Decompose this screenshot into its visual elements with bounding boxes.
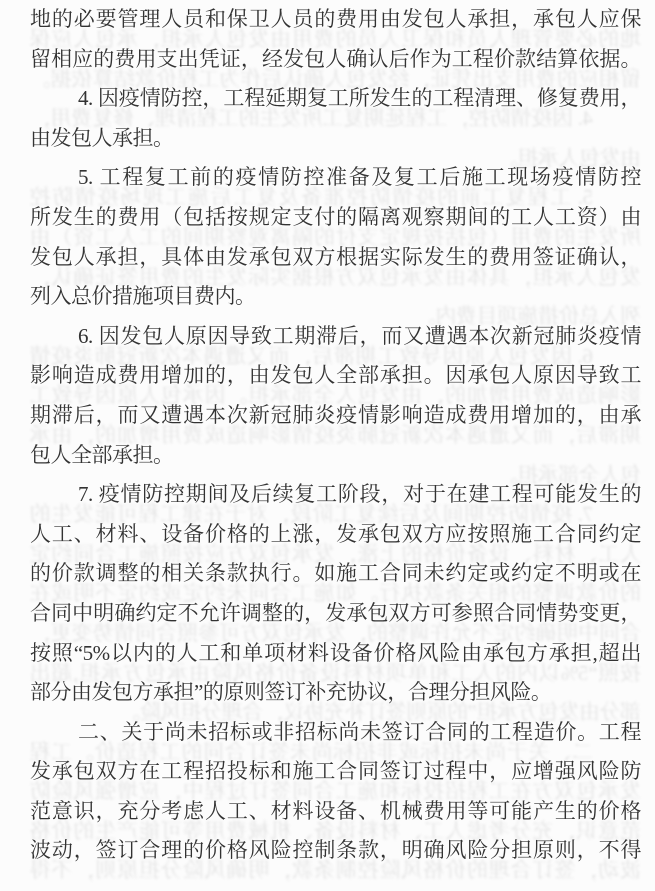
text-line: 的价款调整的相关条款执行。如施工合同未约定或约定不明或在 xyxy=(30,561,641,586)
bleedthrough-line: 5. 工程复工前的疫情防控准备及复工后施工现场疫情防控 xyxy=(30,185,593,210)
text-line: 波动，签订合理的价格风险控制条款，明确风险分担原则，不得 xyxy=(30,838,641,863)
text-line: 人工、材料、设备价格的上涨，发承包双方应按照施工合同约定 xyxy=(30,521,641,546)
text-line: 部分由发包方承担”的原则签订补充协议，合理分担风险。 xyxy=(30,680,552,705)
text-line: 包人全部承担。 xyxy=(30,442,174,467)
bleedthrough-line: 6. 因发包人原因导致工期滞后，而又遭遇本次新冠肺炎疫情 xyxy=(30,343,593,368)
bleedthrough-line: 部分由发包方承担”的原则签订补充协议，合理分担风险。 xyxy=(119,700,641,725)
bleedthrough-line: 发承包双方在工程招投标和施工合同签订过程中，应增强风险防 xyxy=(30,779,641,804)
text-line: 范意识，充分考虑人工、材料设备、机械费用等可能产生的价格 xyxy=(30,798,641,823)
text-line: 留相应的费用支出凭证，经发包人确认后作为工程价款结算依据。 xyxy=(30,46,641,71)
text-line: 7. 疫情防控期间及后续复工阶段，对于在建工程可能发生的 xyxy=(78,482,641,507)
text-line: 列入总价措施项目费内。 xyxy=(30,284,256,309)
text-line: 二、关于尚未招标或非招标尚未签订合同的工程造价。工程 xyxy=(78,719,641,744)
text-line: 发包人承担，具体由发承包双方根据实际发生的费用签证确认， xyxy=(30,244,641,269)
bleedthrough-line: 人工、材料、设备价格的上涨，发承包双方应按照施工合同约定 xyxy=(30,541,641,566)
text-line: 影响造成费用增加的，由发包人全部承担。因承包人原因导致工 xyxy=(30,363,641,388)
bleedthrough-line: 期滞后，而又遭遇本次新冠肺炎疫情影响造成费用增加的，由承 xyxy=(30,422,641,447)
bleedthrough-line: 合同中明确约定不允许调整的，发承包双方可参照合同情势变更， xyxy=(30,620,641,645)
bleedthrough-line: 影响造成费用增加的，由发包人全部承担。因承包人原因导致工 xyxy=(30,383,641,408)
text-line: 6. 因发包人原因导致工期滞后，而又遭遇本次新冠肺炎疫情 xyxy=(78,323,641,348)
document-text xyxy=(30,0,641,871)
text-line: 由发包人承担。 xyxy=(30,125,174,150)
text-line: 4. 因疫情防控，工程延期复工所发生的工程清理、修复费用， xyxy=(78,86,641,111)
bleedthrough-line: 留相应的费用支出凭证，经发包人确认后作为工程价款结算依据。 xyxy=(30,66,641,91)
bleedthrough-line: 范意识，充分考虑人工、材料设备、机械费用等可能产生的价格 xyxy=(30,818,641,843)
bleedthrough-line: 地的必要管理人员和保卫人员的费用由发包人承担，承包人应保 xyxy=(30,27,641,51)
bleedthrough-line: 4. 因疫情防控，工程延期复工所发生的工程清理、修复费用， xyxy=(30,106,593,131)
text-line: 合同中明确约定不允许调整的，发承包双方可参照合同情势变更， xyxy=(30,600,641,625)
text-line: 地的必要管理人员和保卫人员的费用由发包人承担，承包人应保 xyxy=(30,7,641,31)
bleedthrough-line: 由发包人承担。 xyxy=(497,145,641,170)
bleedthrough-line: 7. 疫情防控期间及后续复工阶段，对于在建工程可能发生的 xyxy=(30,502,593,527)
bleedthrough-line: 波动，签订合理的价格风险控制条款，明确风险分担原则，不得 xyxy=(30,858,641,883)
bleedthrough-line: 二、关于尚未招标或非招标尚未签订合同的工程造价。工程 xyxy=(30,739,593,764)
bleedthrough-line: 发包人承担，具体由发承包双方根据实际发生的费用签证确认， xyxy=(30,264,641,289)
text-line: 发承包双方在工程招投标和施工合同签订过程中，应增强风险防 xyxy=(30,759,641,784)
text-line: 期滞后，而又遭遇本次新冠肺炎疫情影响造成费用增加的，由承 xyxy=(30,402,641,427)
text-line: 5. 工程复工前的疫情防控准备及复工后施工现场疫情防控 xyxy=(78,165,641,190)
bleedthrough-line: 列入总价措施项目费内。 xyxy=(415,304,641,329)
bleedthrough-line: 所发生的费用（包括按规定支付的隔离观察期间的工人工资）由 xyxy=(30,224,641,249)
text-line: 按照“5%以内的人工和单项材料设备价格风险由承包方承担,超出 xyxy=(30,640,641,665)
bleedthrough-line: 按照“5%以内的人工和单项材料设备价格风险由承包方承担,超出 xyxy=(30,660,641,685)
bleedthrough-line: 的价款调整的相关条款执行。如施工合同未约定或约定不明或在 xyxy=(30,581,641,606)
text-line: 所发生的费用（包括按规定支付的隔离观察期间的工人工资）由 xyxy=(30,204,641,229)
bleedthrough-line: 包人全部承担。 xyxy=(497,462,641,487)
